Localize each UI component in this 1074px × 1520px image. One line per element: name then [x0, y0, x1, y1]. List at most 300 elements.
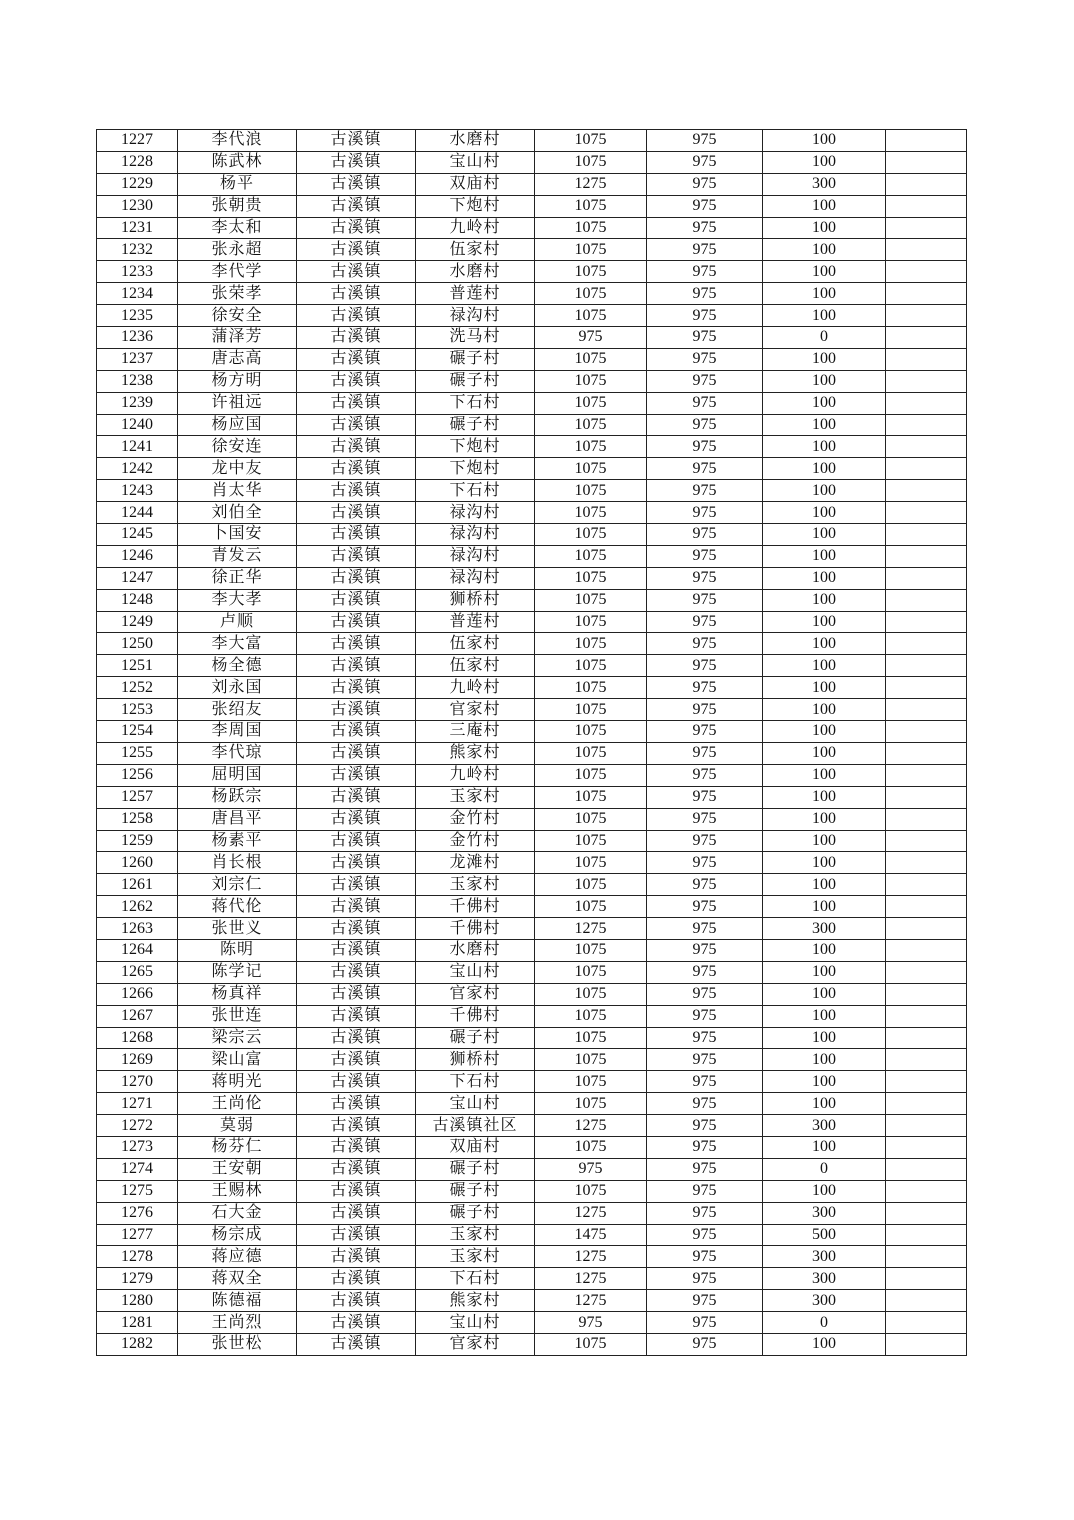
table-row	[97, 1246, 967, 1268]
cell-town: 古溪镇	[297, 173, 416, 195]
cell-amount-a: 1075	[535, 764, 647, 786]
cell-note	[886, 677, 967, 699]
cell-town: 古溪镇	[297, 1180, 416, 1202]
cell-row-number: 1264	[97, 939, 178, 961]
cell-village: 熊家村	[416, 742, 535, 764]
cell-name: 蒲泽芳	[178, 327, 297, 349]
cell-name: 刘宗仁	[178, 874, 297, 896]
cell-note	[886, 1158, 967, 1180]
cell-amount-diff: 100	[763, 677, 886, 699]
cell-note	[886, 217, 967, 239]
cell-amount-a: 1075	[535, 545, 647, 567]
cell-row-number: 1243	[97, 480, 178, 502]
cell-village: 宝山村	[416, 151, 535, 173]
cell-name: 李大富	[178, 633, 297, 655]
cell-row-number: 1259	[97, 830, 178, 852]
cell-amount-a: 1275	[535, 918, 647, 940]
cell-town: 古溪镇	[297, 874, 416, 896]
cell-amount-b: 975	[647, 414, 763, 436]
cell-town: 古溪镇	[297, 611, 416, 633]
cell-name: 青发云	[178, 545, 297, 567]
cell-row-number: 1276	[97, 1202, 178, 1224]
cell-amount-diff: 100	[763, 524, 886, 546]
cell-name: 李太和	[178, 217, 297, 239]
cell-row-number: 1267	[97, 1005, 178, 1027]
cell-name: 张朝贵	[178, 195, 297, 217]
cell-name: 王尚烈	[178, 1312, 297, 1334]
cell-town: 古溪镇	[297, 808, 416, 830]
table-row	[97, 961, 967, 983]
cell-amount-b: 975	[647, 1093, 763, 1115]
cell-amount-a: 1075	[535, 611, 647, 633]
cell-town: 古溪镇	[297, 1312, 416, 1334]
cell-row-number: 1249	[97, 611, 178, 633]
cell-village: 宝山村	[416, 1312, 535, 1334]
cell-note	[886, 1027, 967, 1049]
cell-village: 伍家村	[416, 655, 535, 677]
cell-amount-diff: 100	[763, 852, 886, 874]
cell-name: 龙中友	[178, 458, 297, 480]
cell-row-number: 1271	[97, 1093, 178, 1115]
cell-name: 张世连	[178, 1005, 297, 1027]
cell-name: 陈学记	[178, 961, 297, 983]
cell-note	[886, 742, 967, 764]
cell-note	[886, 1005, 967, 1027]
cell-amount-b: 975	[647, 151, 763, 173]
cell-name: 刘永国	[178, 677, 297, 699]
cell-note	[886, 830, 967, 852]
table-row	[97, 545, 967, 567]
cell-amount-b: 975	[647, 370, 763, 392]
cell-amount-b: 975	[647, 699, 763, 721]
table-row	[97, 633, 967, 655]
cell-village: 龙滩村	[416, 852, 535, 874]
cell-village: 水磨村	[416, 130, 535, 152]
cell-row-number: 1234	[97, 283, 178, 305]
cell-note	[886, 1224, 967, 1246]
cell-town: 古溪镇	[297, 370, 416, 392]
table-row	[97, 567, 967, 589]
cell-note	[886, 1136, 967, 1158]
cell-name: 刘伯全	[178, 502, 297, 524]
cell-amount-diff: 100	[763, 348, 886, 370]
cell-amount-a: 1075	[535, 852, 647, 874]
cell-town: 古溪镇	[297, 1136, 416, 1158]
cell-amount-diff: 100	[763, 239, 886, 261]
cell-amount-a: 1075	[535, 742, 647, 764]
cell-row-number: 1240	[97, 414, 178, 436]
cell-amount-b: 975	[647, 896, 763, 918]
cell-row-number: 1269	[97, 1049, 178, 1071]
cell-name: 杨芬仁	[178, 1136, 297, 1158]
cell-note	[886, 808, 967, 830]
cell-row-number: 1233	[97, 261, 178, 283]
cell-amount-diff: 100	[763, 589, 886, 611]
cell-town: 古溪镇	[297, 1027, 416, 1049]
cell-row-number: 1228	[97, 151, 178, 173]
cell-row-number: 1246	[97, 545, 178, 567]
cell-amount-a: 1075	[535, 217, 647, 239]
cell-note	[886, 1180, 967, 1202]
cell-amount-diff: 100	[763, 283, 886, 305]
cell-amount-b: 975	[647, 436, 763, 458]
cell-note	[886, 130, 967, 152]
cell-amount-diff: 100	[763, 896, 886, 918]
cell-town: 古溪镇	[297, 786, 416, 808]
cell-village: 官家村	[416, 699, 535, 721]
table-row	[97, 1093, 967, 1115]
cell-note	[886, 545, 967, 567]
cell-amount-diff: 100	[763, 1136, 886, 1158]
cell-town: 古溪镇	[297, 1005, 416, 1027]
cell-town: 古溪镇	[297, 983, 416, 1005]
cell-note	[886, 589, 967, 611]
cell-amount-a: 1075	[535, 130, 647, 152]
table-row	[97, 502, 967, 524]
cell-amount-b: 975	[647, 195, 763, 217]
cell-town: 古溪镇	[297, 1071, 416, 1093]
table-row	[97, 195, 967, 217]
cell-town: 古溪镇	[297, 721, 416, 743]
cell-amount-diff: 100	[763, 655, 886, 677]
cell-amount-b: 975	[647, 327, 763, 349]
cell-note	[886, 502, 967, 524]
cell-amount-diff: 100	[763, 1333, 886, 1355]
cell-name: 卢顺	[178, 611, 297, 633]
cell-name: 莫弱	[178, 1115, 297, 1137]
cell-note	[886, 239, 967, 261]
cell-amount-b: 975	[647, 677, 763, 699]
cell-amount-b: 975	[647, 611, 763, 633]
cell-village: 普莲村	[416, 283, 535, 305]
cell-town: 古溪镇	[297, 961, 416, 983]
table-row	[97, 852, 967, 874]
cell-amount-diff: 0	[763, 1158, 886, 1180]
cell-amount-b: 975	[647, 458, 763, 480]
cell-note	[886, 436, 967, 458]
cell-note	[886, 1202, 967, 1224]
table-row	[97, 611, 967, 633]
table-row	[97, 524, 967, 546]
cell-name: 徐正华	[178, 567, 297, 589]
cell-amount-a: 1275	[535, 1290, 647, 1312]
table-row	[97, 786, 967, 808]
cell-amount-a: 1075	[535, 633, 647, 655]
cell-town: 古溪镇	[297, 239, 416, 261]
cell-row-number: 1260	[97, 852, 178, 874]
cell-amount-b: 975	[647, 721, 763, 743]
table-row	[97, 414, 967, 436]
cell-amount-a: 1075	[535, 1049, 647, 1071]
cell-name: 王安朝	[178, 1158, 297, 1180]
cell-village: 玉家村	[416, 1246, 535, 1268]
cell-row-number: 1245	[97, 524, 178, 546]
cell-town: 古溪镇	[297, 392, 416, 414]
cell-amount-a: 1275	[535, 1268, 647, 1290]
table-row	[97, 677, 967, 699]
table-row	[97, 1136, 967, 1158]
cell-amount-a: 1075	[535, 195, 647, 217]
cell-amount-b: 975	[647, 764, 763, 786]
cell-village: 伍家村	[416, 633, 535, 655]
cell-village: 下炮村	[416, 436, 535, 458]
cell-amount-b: 975	[647, 874, 763, 896]
cell-village: 狮桥村	[416, 1049, 535, 1071]
cell-name: 杨全德	[178, 655, 297, 677]
cell-amount-a: 1275	[535, 1246, 647, 1268]
cell-amount-diff: 300	[763, 173, 886, 195]
cell-row-number: 1227	[97, 130, 178, 152]
table-row	[97, 874, 967, 896]
cell-amount-diff: 0	[763, 327, 886, 349]
cell-name: 肖长根	[178, 852, 297, 874]
cell-amount-a: 1075	[535, 1005, 647, 1027]
cell-amount-b: 975	[647, 1027, 763, 1049]
cell-town: 古溪镇	[297, 830, 416, 852]
cell-amount-diff: 100	[763, 370, 886, 392]
cell-amount-b: 975	[647, 130, 763, 152]
cell-note	[886, 721, 967, 743]
cell-name: 徐安连	[178, 436, 297, 458]
cell-amount-diff: 300	[763, 1115, 886, 1137]
cell-row-number: 1265	[97, 961, 178, 983]
cell-village: 三庵村	[416, 721, 535, 743]
cell-amount-a: 1075	[535, 283, 647, 305]
cell-amount-diff: 100	[763, 1049, 886, 1071]
cell-amount-a: 1075	[535, 699, 647, 721]
cell-village: 双庙村	[416, 173, 535, 195]
table-row	[97, 589, 967, 611]
cell-row-number: 1261	[97, 874, 178, 896]
cell-amount-b: 975	[647, 567, 763, 589]
cell-town: 古溪镇	[297, 567, 416, 589]
cell-note	[886, 1312, 967, 1334]
cell-note	[886, 1115, 967, 1137]
cell-amount-a: 1075	[535, 370, 647, 392]
cell-town: 古溪镇	[297, 939, 416, 961]
cell-note	[886, 173, 967, 195]
cell-row-number: 1247	[97, 567, 178, 589]
cell-amount-diff: 300	[763, 918, 886, 940]
cell-amount-diff: 100	[763, 567, 886, 589]
cell-row-number: 1252	[97, 677, 178, 699]
cell-note	[886, 524, 967, 546]
cell-amount-b: 975	[647, 1224, 763, 1246]
cell-name: 卜国安	[178, 524, 297, 546]
cell-amount-b: 975	[647, 524, 763, 546]
cell-name: 杨应国	[178, 414, 297, 436]
table-row	[97, 392, 967, 414]
cell-town: 古溪镇	[297, 589, 416, 611]
table-row	[97, 939, 967, 961]
table-row	[97, 1027, 967, 1049]
cell-amount-b: 975	[647, 939, 763, 961]
cell-amount-diff: 100	[763, 480, 886, 502]
cell-village: 千佛村	[416, 896, 535, 918]
cell-name: 杨跃宗	[178, 786, 297, 808]
cell-amount-b: 975	[647, 1005, 763, 1027]
table-row	[97, 1224, 967, 1246]
cell-amount-diff: 100	[763, 1071, 886, 1093]
cell-amount-diff: 500	[763, 1224, 886, 1246]
cell-amount-a: 1475	[535, 1224, 647, 1246]
cell-row-number: 1236	[97, 327, 178, 349]
cell-amount-b: 975	[647, 1136, 763, 1158]
cell-amount-diff: 100	[763, 1027, 886, 1049]
cell-amount-a: 1075	[535, 961, 647, 983]
cell-row-number: 1244	[97, 502, 178, 524]
cell-town: 古溪镇	[297, 414, 416, 436]
cell-note	[886, 370, 967, 392]
cell-note	[886, 896, 967, 918]
cell-row-number: 1254	[97, 721, 178, 743]
cell-amount-diff: 100	[763, 502, 886, 524]
table-row	[97, 151, 967, 173]
cell-village: 千佛村	[416, 918, 535, 940]
cell-village: 禄沟村	[416, 545, 535, 567]
cell-amount-a: 1075	[535, 239, 647, 261]
table-row	[97, 808, 967, 830]
cell-note	[886, 918, 967, 940]
table-row	[97, 721, 967, 743]
cell-amount-b: 975	[647, 852, 763, 874]
cell-amount-a: 1275	[535, 173, 647, 195]
cell-row-number: 1239	[97, 392, 178, 414]
cell-town: 古溪镇	[297, 151, 416, 173]
table-row	[97, 1115, 967, 1137]
cell-amount-a: 1075	[535, 414, 647, 436]
cell-amount-a: 1075	[535, 1071, 647, 1093]
cell-row-number: 1274	[97, 1158, 178, 1180]
cell-note	[886, 414, 967, 436]
cell-amount-diff: 100	[763, 414, 886, 436]
cell-village: 碾子村	[416, 414, 535, 436]
cell-name: 梁山富	[178, 1049, 297, 1071]
cell-amount-a: 1075	[535, 1093, 647, 1115]
cell-village: 玉家村	[416, 786, 535, 808]
cell-note	[886, 655, 967, 677]
cell-name: 陈武林	[178, 151, 297, 173]
cell-town: 古溪镇	[297, 1246, 416, 1268]
cell-name: 肖太华	[178, 480, 297, 502]
cell-row-number: 1272	[97, 1115, 178, 1137]
cell-amount-a: 1075	[535, 655, 647, 677]
cell-name: 陈明	[178, 939, 297, 961]
cell-amount-diff: 100	[763, 217, 886, 239]
cell-amount-a: 1075	[535, 1136, 647, 1158]
cell-amount-b: 975	[647, 392, 763, 414]
data-table	[96, 129, 967, 1356]
cell-amount-diff: 100	[763, 961, 886, 983]
cell-amount-a: 1075	[535, 151, 647, 173]
cell-row-number: 1281	[97, 1312, 178, 1334]
table-row	[97, 1268, 967, 1290]
cell-row-number: 1235	[97, 305, 178, 327]
cell-amount-a: 1075	[535, 786, 647, 808]
table-row	[97, 1071, 967, 1093]
cell-amount-diff: 100	[763, 874, 886, 896]
cell-amount-a: 1275	[535, 1202, 647, 1224]
table-row	[97, 983, 967, 1005]
cell-note	[886, 1268, 967, 1290]
cell-amount-b: 975	[647, 655, 763, 677]
cell-row-number: 1282	[97, 1333, 178, 1355]
cell-town: 古溪镇	[297, 283, 416, 305]
cell-name: 李代学	[178, 261, 297, 283]
cell-village: 玉家村	[416, 1224, 535, 1246]
table-row	[97, 1312, 967, 1334]
cell-note	[886, 480, 967, 502]
cell-village: 碾子村	[416, 1202, 535, 1224]
cell-name: 李周国	[178, 721, 297, 743]
cell-amount-a: 1075	[535, 348, 647, 370]
cell-amount-a: 1075	[535, 458, 647, 480]
cell-name: 杨真祥	[178, 983, 297, 1005]
cell-amount-a: 1075	[535, 392, 647, 414]
cell-amount-a: 1075	[535, 567, 647, 589]
cell-town: 古溪镇	[297, 545, 416, 567]
cell-amount-b: 975	[647, 1202, 763, 1224]
cell-name: 杨素平	[178, 830, 297, 852]
cell-amount-diff: 100	[763, 808, 886, 830]
cell-amount-b: 975	[647, 502, 763, 524]
cell-amount-b: 975	[647, 589, 763, 611]
cell-amount-b: 975	[647, 348, 763, 370]
table-row	[97, 480, 967, 502]
cell-amount-diff: 100	[763, 633, 886, 655]
cell-amount-a: 1075	[535, 261, 647, 283]
cell-town: 古溪镇	[297, 1333, 416, 1355]
cell-village: 金竹村	[416, 830, 535, 852]
cell-name: 徐安全	[178, 305, 297, 327]
cell-amount-diff: 100	[763, 1005, 886, 1027]
table-row	[97, 173, 967, 195]
cell-name: 唐昌平	[178, 808, 297, 830]
table-row	[97, 742, 967, 764]
cell-amount-b: 975	[647, 173, 763, 195]
cell-amount-diff: 300	[763, 1246, 886, 1268]
cell-row-number: 1266	[97, 983, 178, 1005]
cell-note	[886, 1333, 967, 1355]
cell-amount-a: 1075	[535, 305, 647, 327]
cell-note	[886, 699, 967, 721]
cell-village: 禄沟村	[416, 524, 535, 546]
cell-amount-diff: 100	[763, 939, 886, 961]
cell-name: 屈明国	[178, 764, 297, 786]
cell-name: 梁宗云	[178, 1027, 297, 1049]
table-body	[97, 130, 967, 1356]
cell-amount-b: 975	[647, 545, 763, 567]
cell-village: 官家村	[416, 1333, 535, 1355]
cell-note	[886, 611, 967, 633]
cell-row-number: 1237	[97, 348, 178, 370]
cell-village: 双庙村	[416, 1136, 535, 1158]
cell-village: 九岭村	[416, 677, 535, 699]
cell-town: 古溪镇	[297, 699, 416, 721]
cell-amount-b: 975	[647, 786, 763, 808]
table-row	[97, 436, 967, 458]
cell-village: 古溪镇社区	[416, 1115, 535, 1137]
cell-town: 古溪镇	[297, 327, 416, 349]
cell-town: 古溪镇	[297, 896, 416, 918]
table-row	[97, 217, 967, 239]
cell-row-number: 1278	[97, 1246, 178, 1268]
table-row	[97, 896, 967, 918]
cell-name: 李代琼	[178, 742, 297, 764]
cell-amount-b: 975	[647, 283, 763, 305]
cell-amount-b: 975	[647, 633, 763, 655]
cell-amount-a: 1075	[535, 1333, 647, 1355]
